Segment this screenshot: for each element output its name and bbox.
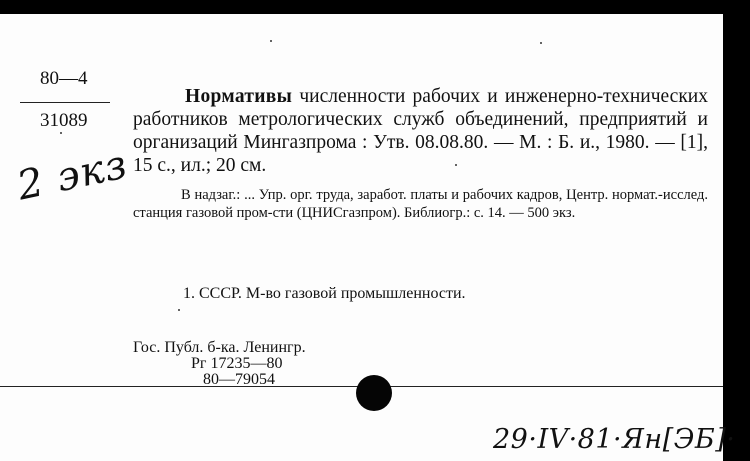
speck [60, 132, 62, 134]
speck [178, 309, 180, 311]
handwritten-date-note: 29·IV·81·Ян[ЭБ]· [493, 424, 736, 455]
library-stamp [133, 340, 306, 388]
accession-number: 80—79054 [203, 371, 275, 388]
library-name: Гос. Публ. б-ка. Ленингр. [133, 339, 306, 356]
punch-hole [356, 375, 392, 411]
subject-heading: 1. СССР. М-во газовой промышленности. [183, 285, 466, 302]
catalog-card [0, 14, 736, 461]
call-number-bottom: 31089 [40, 110, 88, 131]
bibliographic-note: В надзаг.: ... Упр. орг. труда, заработ. платы и рабочих кадров, Центр. нормат.-исслед. станция газовой пром-сти (ЦНИСгазпром). Библиогр.: с. 14. — 500 экз. [133, 187, 708, 221]
entry-title-lead: Нормативы [185, 86, 293, 107]
registration-number: Рг 17235—80 [191, 355, 283, 372]
speck [540, 42, 542, 44]
call-number-divider [20, 102, 110, 103]
entry-title-rest: численности рабочих и инженерно-технических работников метрологических служб объединений, предприятий и организаций Мингазпрома : Утв. 08.08.80. — М. : Б. и., 1980. — [1], 15 с., ил.; 20 см. [133, 86, 708, 176]
handwritten-copies-note: 2 экз [13, 141, 132, 210]
speck [270, 40, 272, 42]
bibliographic-entry [133, 85, 708, 177]
speck [455, 164, 457, 166]
call-number-top: 80—4 [40, 68, 88, 89]
